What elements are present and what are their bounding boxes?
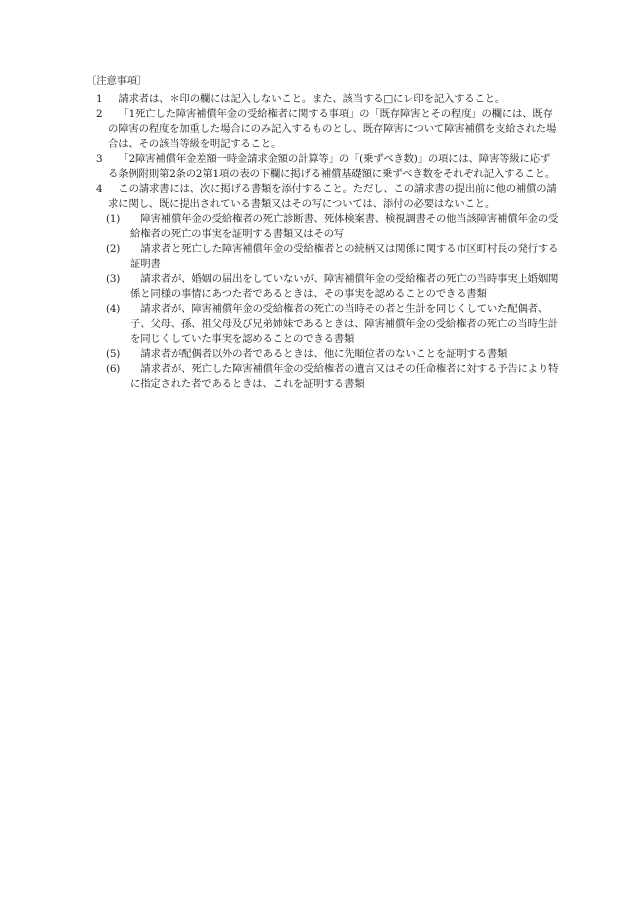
note-item-4 xyxy=(86,182,560,212)
note-item-1 xyxy=(86,92,560,107)
attachment-text: 障害補償年金の受給権者の死亡診断書、死体検案書、検視調書その他当該障害補償年金の受給権者の死亡の事実を証明する書類又はその写 xyxy=(130,213,559,240)
attachment-text: 請求者が、障害補償年金の受給権者の死亡の当時その者と生計を同じくしていた配偶者、子、父母、孫、祖父母及び兄弟姉妹であるときは、障害補償年金の受給権者の死亡の当時生計を同じくしていた事実を認めることのできる書類 xyxy=(130,303,559,345)
note-text: 「2障害補償年金差額一時金請求金額の計算等」の「(乗ずべき数)」の項には、障害等級に応ずる条例附則第2条の2第1項の表の下欄に掲げる補償基礎額に乗ずべき数をそれぞれ記入すること。 xyxy=(108,153,556,180)
attachment-item-2 xyxy=(86,242,560,272)
attachment-number: (6) xyxy=(106,363,121,375)
attachment-item-4 xyxy=(86,302,560,347)
attachment-text: 請求者が配偶者以外の者であるときは、他に先順位者のないことを証明する書類 xyxy=(140,348,508,360)
attachment-text: 請求者が、婚姻の届出をしていないが、障害補償年金の受給権者の死亡の当時事実上婚姻関係と同様の事情にあつた者であるときは、その事実を認めることのできる書類 xyxy=(130,273,559,300)
note-item-3 xyxy=(86,152,560,182)
note-number: 4 xyxy=(96,183,103,195)
attachment-text: 請求者が、死亡した障害補償年金の受給権者の遺言又はその任命権者に対する予告により特に指定された者であるときは、これを証明する書類 xyxy=(130,363,559,390)
note-number: 2 xyxy=(96,108,103,120)
attachment-item-5 xyxy=(86,347,560,362)
note-number: 3 xyxy=(96,153,103,165)
notes-heading: 〔注意事項〕 xyxy=(86,75,148,87)
note-number: 1 xyxy=(96,93,103,105)
note-text: 請求者は、＊印の欄には記入しないこと。また、該当する□にレ印を記入すること。 xyxy=(118,93,506,105)
note-text: 「1死亡した障害補償年金の受給権者に関する事項」の「既存障害とその程度」の欄には、既存の障害の程度を加重した場合にのみ記入するものとし、既存障害について障害補償を支給された場合は、その該当等級を明記すること。 xyxy=(108,108,557,150)
attachment-number: (1) xyxy=(106,213,121,225)
attachment-item-1 xyxy=(86,212,560,242)
note-item-2 xyxy=(86,107,560,152)
note-text: この請求書には、次に掲げる書類を添付すること。ただし、この請求書の提出前に他の補償の請求に関し、既に提出されている書類又はその写については、添付の必要はないこと。 xyxy=(108,183,557,210)
attachment-number: (2) xyxy=(106,243,121,255)
attachment-number: (5) xyxy=(106,348,121,360)
attachment-item-6 xyxy=(86,362,560,392)
attachment-number: (3) xyxy=(106,273,121,285)
attachment-number: (4) xyxy=(106,303,121,315)
attachment-text: 請求者と死亡した障害補償年金の受給権者との続柄又は関係に関する市区町村長の発行する証明書 xyxy=(130,243,559,270)
attachment-item-3 xyxy=(86,272,560,302)
notes-section xyxy=(86,74,560,392)
